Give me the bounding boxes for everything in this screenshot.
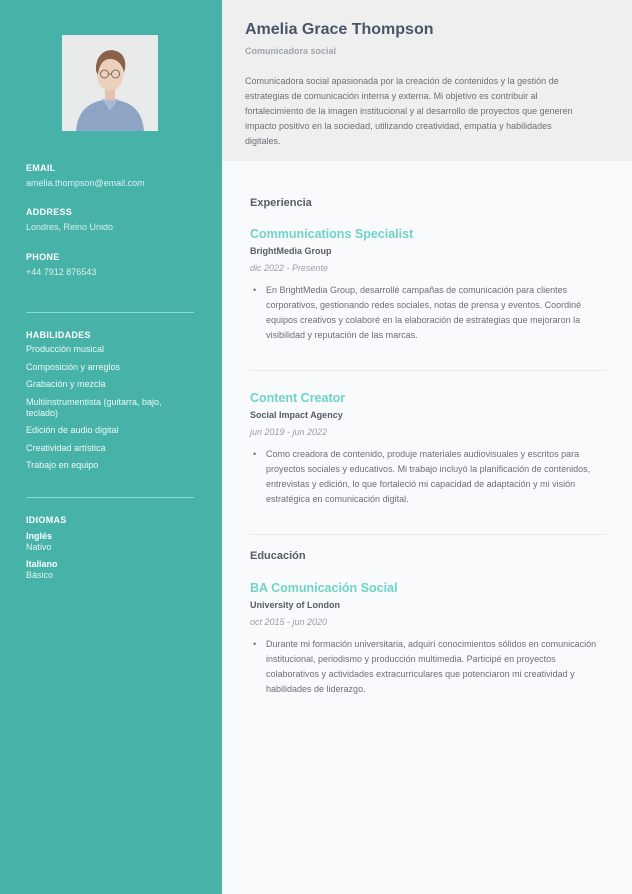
job-title: Content Creator — [250, 391, 346, 405]
sidebar — [0, 0, 222, 894]
company-name: Social Impact Agency — [250, 410, 343, 420]
skill-item: Creatividad artística — [26, 442, 106, 453]
skills-section — [26, 330, 196, 478]
education-heading: Educación — [250, 550, 306, 562]
person-photo-icon — [62, 35, 158, 131]
education-description — [250, 637, 606, 697]
email-value[interactable]: amelia.thompson@email.com — [26, 178, 145, 188]
sidebar-divider — [26, 312, 194, 313]
job-description — [250, 283, 606, 343]
institution-name: University of London — [250, 600, 340, 610]
education-description-text: Durante mi formación universitaria, adquirí conocimientos sólidos en comunicación institucional, periodismo y producción multimedia. Participé en proyectos colaborativos y actividades extracurriculares que potenciaron mi creatividad y habilidades de liderazgo. — [266, 639, 597, 694]
address-section — [26, 207, 196, 232]
skills-list — [26, 344, 196, 471]
date-range: oct 2015 - jun 2020 — [250, 617, 328, 627]
skills-label: HABILIDADES — [26, 330, 91, 340]
bullet-icon: • — [253, 285, 257, 295]
skill-item: Grabación y mezcla — [26, 379, 106, 389]
bullet-icon: • — [253, 639, 257, 649]
bullet-icon: • — [253, 449, 257, 459]
date-range: jun 2019 - jun 2022 — [250, 427, 328, 437]
sidebar-divider — [26, 497, 194, 498]
address-value: Londres, Reino Unido — [26, 222, 114, 232]
address-label: ADDRESS — [26, 207, 73, 217]
experience-entry — [250, 391, 606, 507]
skill-item: Producción musical — [26, 344, 105, 354]
experience-heading: Experiencia — [250, 197, 312, 209]
language-level: Básico — [26, 570, 54, 580]
job-description-text: Como creadora de contenido, produje materiales audiovisuales y escritos para proyectos sociales y educativos. Mi trabajo incluyó la planificación de contenidos, entrevistas y edición, lo que fortaleció mi capacidad de adaptación y mi visión estratégica en comunicación digital. — [266, 449, 591, 504]
experience-entry — [250, 227, 606, 343]
skill-item: Edición de audio digital — [26, 425, 119, 435]
languages-section — [26, 515, 196, 581]
profile-summary: Comunicadora social apasionada por la creación de contenidos y la gestión de estrategias de comunicación interna y externa. Mi objetivo es contribuir al fortalecimiento de la imagen institucional y al desarrollo de proyectos que generen impacto positivo en la sociedad, utilizando creatividad, empatía y habilidades digitales. — [245, 76, 573, 146]
language-name: Italiano — [26, 559, 58, 569]
degree-title: BA Comunicación Social — [250, 581, 398, 595]
languages-label: IDIOMAS — [26, 515, 67, 525]
language-name: Inglés — [26, 531, 53, 541]
language-item — [26, 558, 196, 581]
job-description — [250, 447, 606, 507]
skill-item: Multiinstrumentista (guitarra, bajo, teclado) — [26, 396, 162, 418]
entry-separator — [250, 370, 606, 371]
language-item — [26, 530, 196, 553]
phone-label: PHONE — [26, 252, 60, 262]
company-name: BrightMedia Group — [250, 246, 332, 256]
skill-item: Composición y arreglos — [26, 361, 121, 372]
person-role: Comunicadora social — [245, 46, 337, 56]
email-label: EMAIL — [26, 163, 56, 173]
person-name: Amelia Grace Thompson — [245, 21, 434, 38]
profile-photo — [62, 35, 158, 131]
entry-separator — [250, 534, 606, 535]
language-level: Nativo — [26, 542, 52, 552]
phone-section — [26, 252, 196, 277]
date-range: dic 2022 - Presente — [250, 263, 329, 273]
skill-item: Trabajo en equipo — [26, 460, 99, 470]
resume-header — [222, 0, 632, 161]
education-entry — [250, 581, 606, 697]
phone-value[interactable]: +44 7912 876543 — [26, 267, 97, 277]
job-description-text: En BrightMedia Group, desarrollé campañas de comunicación para clientes corporativos, gestionando redes sociales, notas de prensa y eventos. Coordiné equipos creativos y colaboré en la elaboración de estrategias que mejoraron la visibilidad y reputación de las marcas. — [266, 285, 582, 340]
job-title: Communications Specialist — [250, 227, 414, 241]
email-section — [26, 163, 196, 188]
